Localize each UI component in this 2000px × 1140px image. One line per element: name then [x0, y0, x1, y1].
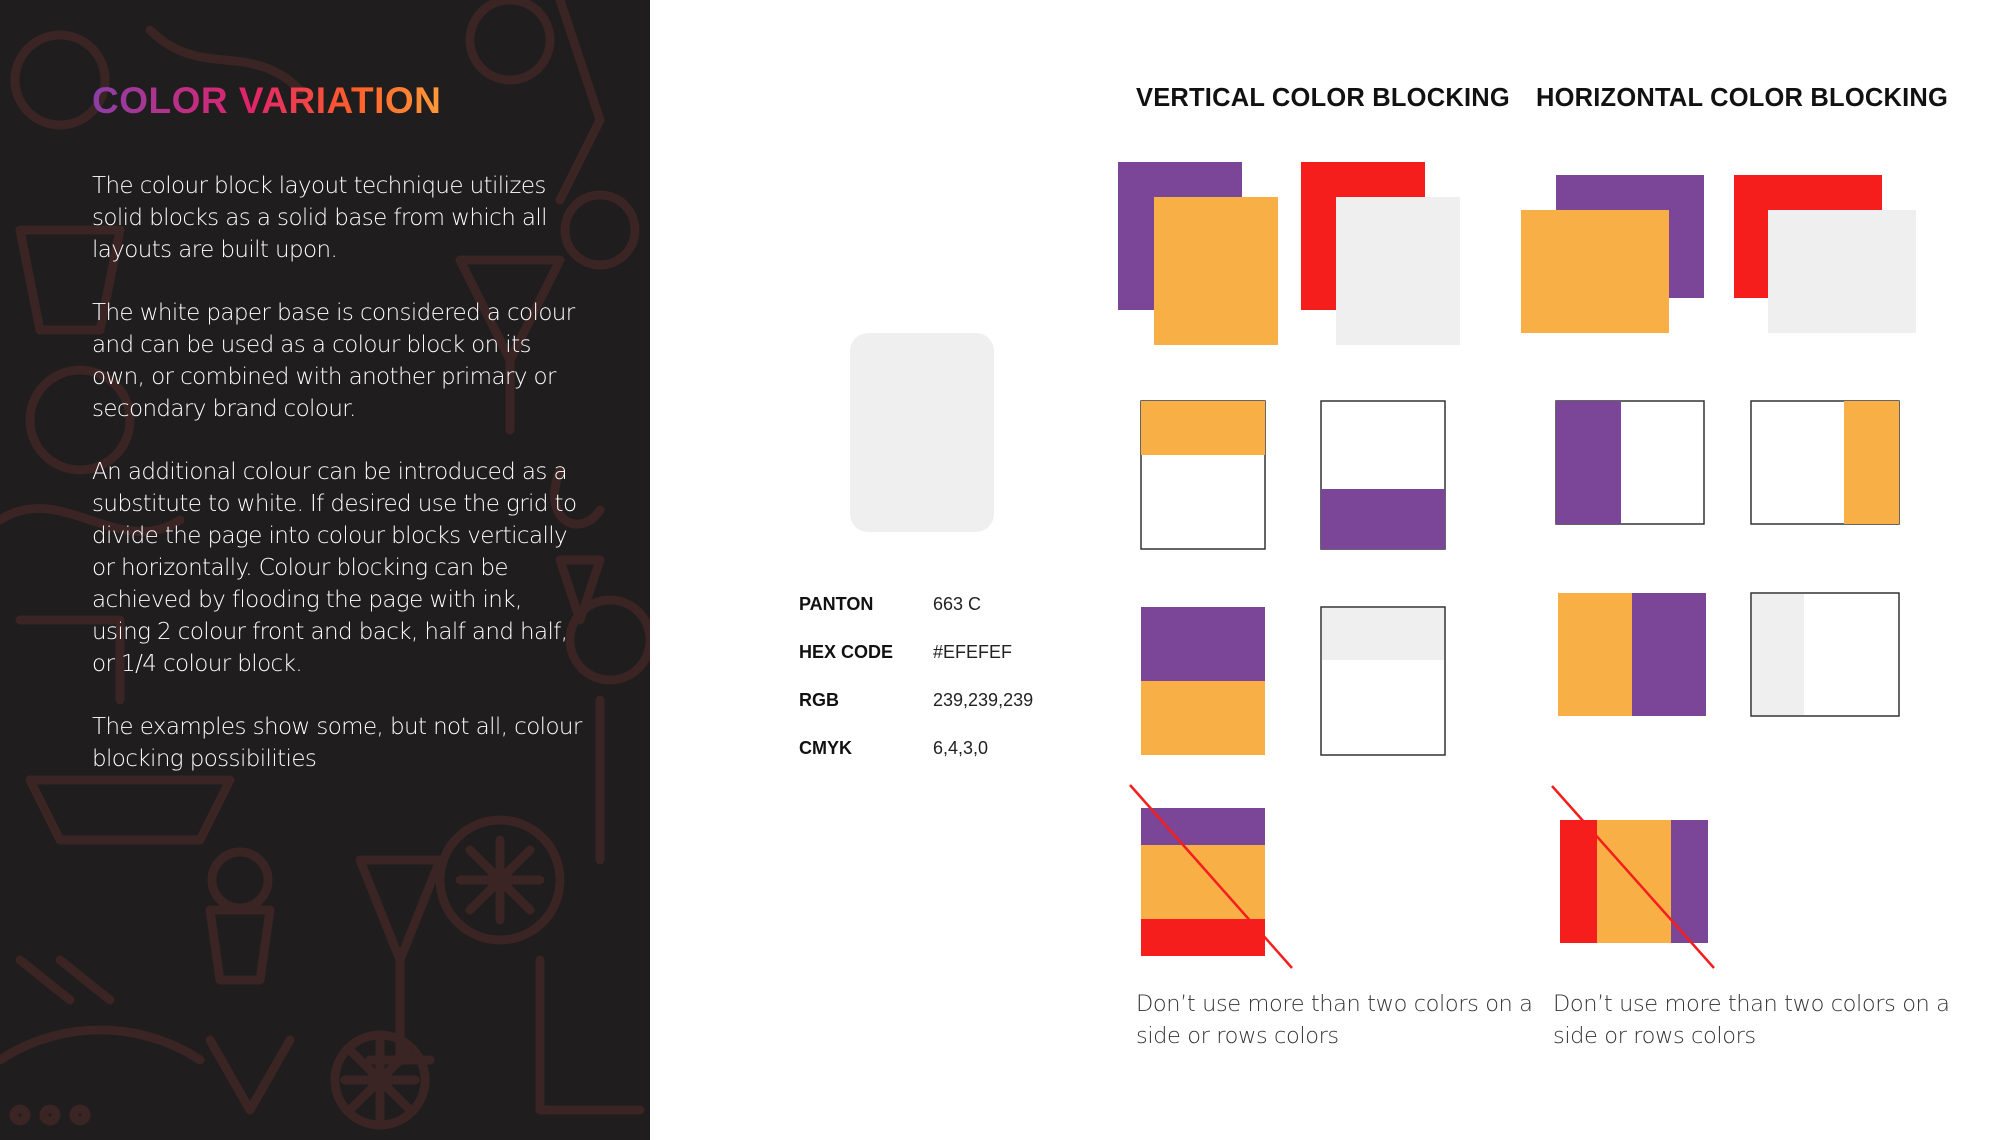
vertical-bottom-purple-block [1321, 401, 1445, 549]
vertical-dont-three-colors [1130, 785, 1292, 968]
spec-label-hex: HEX CODE [799, 642, 894, 662]
spec-value-cmyk: 6,4,3,0 [933, 738, 989, 758]
examples-paragraph: The examples show some, but not all, colour blocking possibilities [92, 714, 582, 772]
additional-colour-paragraph: An additional colour can be introduced as a substitute to white. If desired use the grid to divide the page into colour blocks vertically or horizontally. Colour blocking can be achieved by flooding the page with ink, using 2 colour front and back, half and half, or 1/4 colour block. [92, 459, 577, 677]
horizontal-right-orange-block [1751, 401, 1899, 524]
strike-line-icon [1552, 786, 1714, 968]
left-panel [0, 0, 650, 1140]
color-swatch [850, 333, 994, 532]
horizontal-left-gray-block [1751, 593, 1899, 716]
vertical-dont-note: Don’t use more than two colors on a side or rows colors [1136, 991, 1533, 1049]
spec-label-rgb: RGB [799, 690, 839, 710]
horizontal-overlap-red-gray [1734, 175, 1916, 333]
vertical-top-gray-block [1321, 607, 1445, 755]
spec-value-panton: 663 C [933, 594, 982, 614]
strike-line-icon [1130, 785, 1292, 968]
horizontal-dont-three-colors [1552, 786, 1714, 968]
spec-label-panton: PANTON [799, 594, 874, 614]
horizontal-left-purple-block [1556, 401, 1704, 524]
horizontal-blocking-title: HORIZONTAL COLOR BLOCKING [1536, 84, 1949, 112]
white-base-paragraph: The white paper base is considered a colour and can be used as a colour block on its own, or combined with another primary or secondary brand colour. [92, 300, 575, 422]
spec-label-cmyk: CMYK [799, 738, 852, 758]
horizontal-half-orange-purple [1558, 593, 1706, 716]
horizontal-overlap-purple-orange [1521, 175, 1704, 333]
spec-value-hex: #EFEFEF [933, 642, 1013, 662]
horizontal-dont-note: Don’t use more than two colors on a side or rows colors [1553, 991, 1950, 1049]
vertical-top-orange-block [1141, 401, 1265, 549]
spec-value-rgb: 239,239,239 [933, 690, 1034, 710]
vertical-half-purple-orange [1141, 607, 1265, 755]
vertical-blocking-title: VERTICAL COLOR BLOCKING [1136, 84, 1510, 112]
vertical-overlap-purple-orange [1118, 162, 1278, 345]
vertical-overlap-red-gray [1301, 162, 1460, 345]
page-title: COLOR VARIATION [92, 80, 442, 121]
intro-paragraph: The colour block layout technique utilizes solid blocks as a solid base from which all layouts are built upon. [92, 173, 547, 263]
